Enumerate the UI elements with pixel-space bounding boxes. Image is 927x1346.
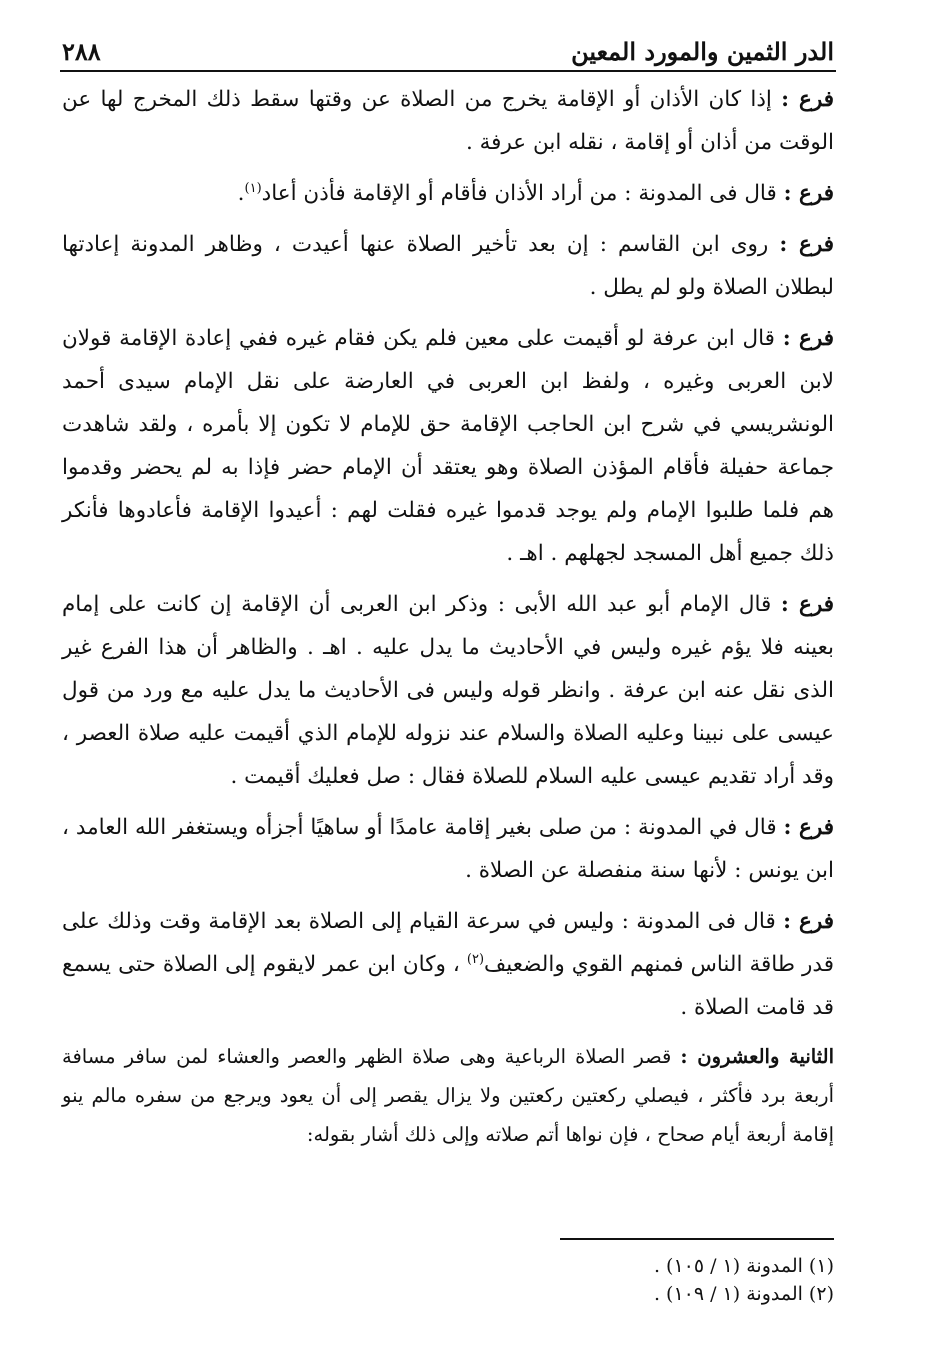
book-title: الدر الثمين والمورد المعين	[571, 37, 834, 66]
paragraph	[62, 900, 834, 1029]
running-header	[62, 26, 834, 66]
paragraph-lead: فرع :	[783, 909, 834, 934]
paragraph	[62, 172, 834, 215]
section-text: قصر الصلاة الرباعية وهى صلاة الظهر والعصر والعشاء لمن سافر مسافة أربعة برد فأكثر ، فيصلي ركعتين ركعتين ولا يزال يقصر إلى أن يعود ويرجع من سفره مالم ينو إقامة أربعة أيام صحاح ، فإن نواها أتم صلاته وإلى ذلك أشار بقوله:	[62, 1045, 834, 1146]
paragraph-text: قال فى المدونة : من أراد الأذان فأقام أو الإقامة فأذن أعاد	[261, 181, 784, 206]
paragraph	[62, 806, 834, 892]
paragraph-text: روى ابن القاسم : إن بعد تأخير الصلاة عنها أعيدت ، وظاهر المدونة إعادتها لبطلان الصلاة ولو لم يطل .	[62, 232, 834, 300]
paragraph	[62, 583, 834, 798]
page-body	[62, 78, 834, 1162]
footnote-marker[interactable]: (١)	[244, 180, 262, 196]
footnote-rule	[560, 1238, 834, 1240]
paragraph-lead: فرع :	[783, 815, 835, 840]
paragraph-lead: فرع :	[782, 326, 834, 351]
paragraph	[62, 223, 834, 309]
paragraph-text: قال في المدونة : من صلى بغير إقامة عامدًا أو ساهيًا أجزأه ويستغفر الله العامد ، ابن يونس : لأنها سنة منفصلة عن الصلاة .	[62, 815, 834, 883]
paragraph	[62, 78, 834, 164]
page-number: ٢٨٨	[62, 37, 101, 66]
paragraph-lead: فرع :	[781, 87, 834, 112]
paragraph-text: قال فى المدونة : وليس في سرعة القيام إلى الصلاة بعد الإقامة وقت وذلك على قدر طاقة الناس فمنهم القوي والضعيف	[62, 909, 834, 977]
footnotes	[62, 1252, 834, 1308]
paragraph-tail: ، وكان ابن عمر لايقوم إلى الصلاة حتى يسمع قد قامت الصلاة .	[62, 952, 834, 1020]
footnote: (٢) المدونة (١ / ١٠٩) .	[653, 1283, 834, 1305]
paragraph-lead: فرع :	[783, 181, 834, 206]
paragraph-lead: فرع :	[780, 592, 834, 617]
paragraph-tail: .	[237, 181, 245, 206]
section-paragraph	[62, 1037, 834, 1154]
footnote-marker[interactable]: (٢)	[466, 951, 485, 967]
paragraph	[62, 317, 834, 575]
header-rule	[60, 70, 836, 72]
paragraph-text: قال ابن عرفة لو أقيمت على معين فلم يكن فقام غيره ففي إعادة الإقامة قولان لابن العربى وغيره ، ولفظ ابن العربى في العارضة على نقل الإمام سيدى أحمد الونشريسي في شرح ابن الحاجب الإقامة حق للإمام لا تكون إلا بأمره ، ولقد شاهدت جماعة حفيلة فأقام المؤذن الصلاة وهو يعتقد أن الإمام حضر فإذا به لم يحضر وقدموا هم فلما طلبوا الإمام ولم يوجد قدموا غيره فقلت لهم : أعيدوا الإقامة فأعادوها فأنكر ذلك جميع أهل المسجد لجهلهم . اهـ .	[62, 326, 834, 566]
paragraph-text: إذا كان الأذان أو الإقامة يخرج من الصلاة عن وقتها سقط ذلك المخرج لها عن الوقت من أذان أو إقامة ، نقله ابن عرفة .	[62, 87, 834, 155]
paragraph-text: قال الإمام أبو عبد الله الأبى : وذكر ابن العربى أن الإقامة إن كانت على إمام بعينه فلا يؤم غيره وليس في الأحاديث ما يدل عليه . اهـ . والظاهر أن هذا الفرع غير الذى نقل عنه ابن عرفة . وانظر قوله وليس فى الأحاديث ما يدل عليه مع ورد من قول عيسى على نبينا وعليه الصلاة والسلام عند نزوله للإمام الذي أقيمت عليه صلاة العصر ، وقد أراد تقديم عيسى عليه السلام للصلاة فقال : صل فعليك أقيمت .	[62, 592, 834, 789]
section-lead: الثانية والعشرون :	[680, 1045, 834, 1068]
paragraph-lead: فرع :	[779, 232, 834, 257]
footnote: (١) المدونة (١ / ١٠٥) .	[653, 1255, 834, 1277]
